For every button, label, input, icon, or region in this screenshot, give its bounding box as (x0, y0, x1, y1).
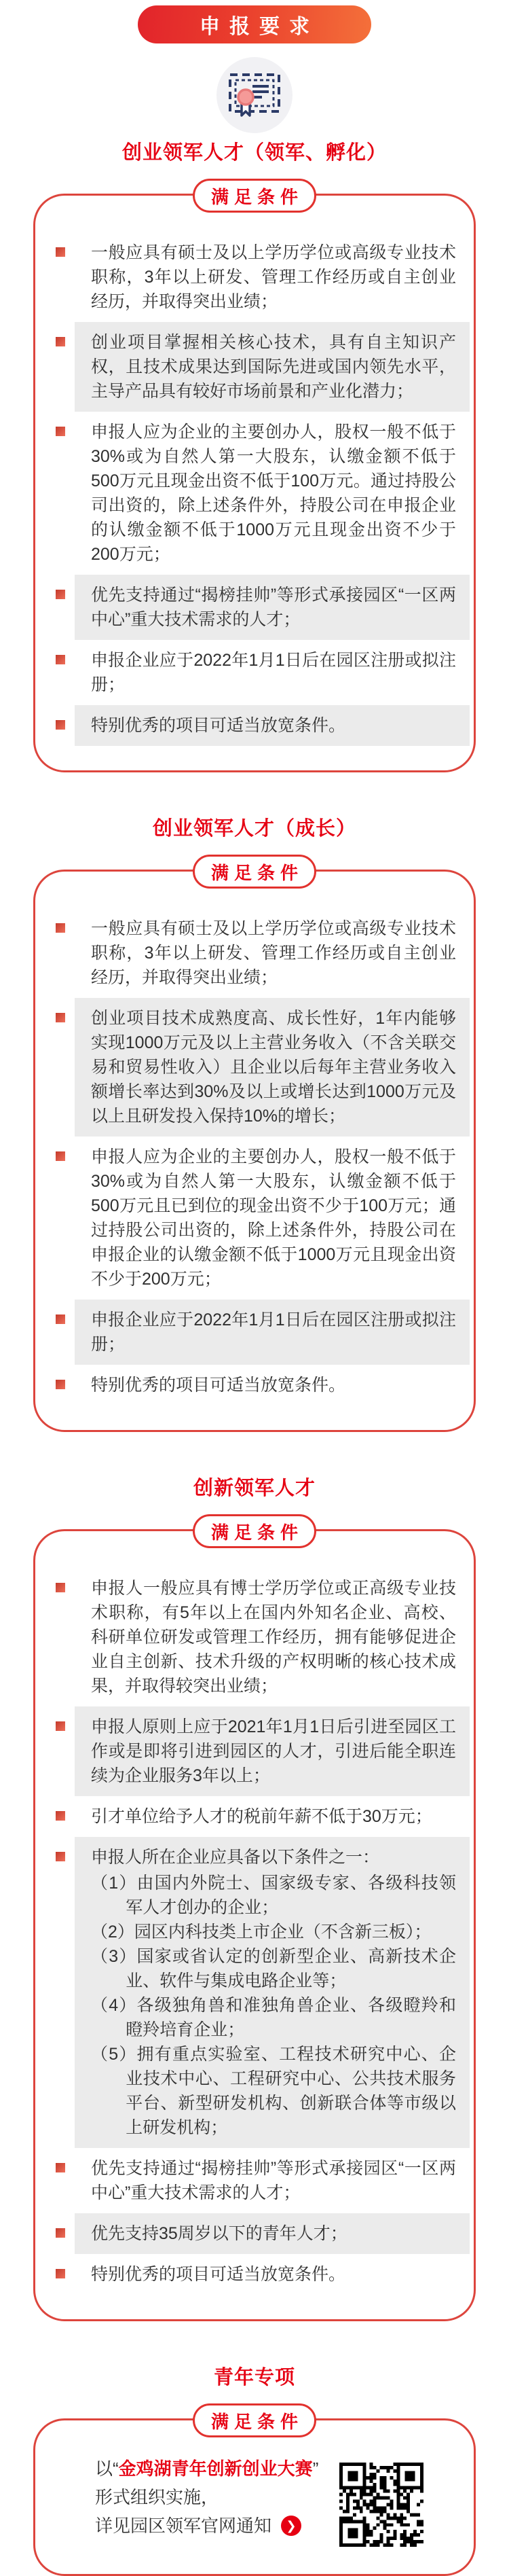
bullet-square-icon (56, 1380, 65, 1389)
bullet-square-icon (56, 1314, 65, 1324)
condition-item (75, 2148, 470, 2213)
condition-item (75, 1137, 470, 1300)
notice-text: 详见园区领军官网通知 (95, 2516, 272, 2536)
condition-text: 申报企业应于2022年1月1日后在园区注册或拟注册； (91, 651, 456, 694)
bullet-square-icon (56, 590, 65, 599)
bullet-square-icon (56, 1151, 65, 1161)
section-youth-special (0, 2362, 509, 2576)
condition-item (75, 1365, 470, 1406)
condition-item (75, 412, 470, 575)
bullet-square-icon (56, 427, 65, 436)
badge-met-conditions: 满足条件 (193, 855, 316, 889)
section-title: 创业领军人才（成长） (152, 818, 356, 840)
condition-text: 申报人所在企业应具备以下条件之一： （1）由国内外院士、国家级专家、各级科技领军人才创办的企业； （2）园区内科技类上市企业（不含新三板）； （3）国家或省认定的创新型企业、高新技术企业、软件与集成电路企业等； （4）各级独角兽和准独角兽企业、各级瞪羚和瞪羚培育企业； （5）拥有重点实验室、工程技术研究中心、企业技术中心、工程研究中心、公共技术服务平台、新型研发机构、创新联合体等市级以上研发机构； (91, 1845, 456, 2140)
badge-met-conditions: 满足条件 (193, 179, 316, 213)
bullet-square-icon (56, 1013, 65, 1022)
official-site-notice-link[interactable] (95, 2511, 318, 2540)
conditions-box (33, 1529, 476, 2321)
bullet-square-icon (56, 655, 65, 664)
bullet-square-icon (56, 2163, 65, 2172)
youth-box (33, 2418, 476, 2576)
sub-condition: （1）由国内外院士、国家级专家、各级科技领军人才创办的企业； (91, 1874, 456, 1917)
section-title: 青年专项 (213, 2367, 295, 2389)
sub-condition: （2）园区内科技类上市企业（不含新三板）； (91, 1922, 432, 1942)
condition-item (75, 1796, 470, 1837)
quote-close: ” (312, 2458, 319, 2479)
section-title: 创业领军人才（领军、孵化） (121, 142, 387, 164)
condition-text: 优先支持35周岁以下的青年人才； (91, 2224, 347, 2243)
condition-text: 创业项目掌握相关核心技术，具有自主知识产权，且技术成果达到国际先进或国内领先水平，主导产品具有较好市场前景和产业化潜力； (91, 333, 456, 401)
condition-item (75, 1300, 470, 1365)
youth-description (95, 2454, 318, 2540)
condition-text: 引才单位给予人才的税前年薪不低于30万元； (91, 1807, 432, 1826)
section-entrepreneur-leading (0, 137, 509, 772)
condition-text: 一般应具有硕士及以上学历学位或高级专业技术职称，3年以上研发、管理工作经历或自主创业经历，并取得突出业绩； (91, 243, 456, 311)
condition-text: 申报企业应于2022年1月1日后在园区注册或拟注册； (91, 1310, 456, 1354)
sub-condition: （5）拥有重点实验室、工程技术研究中心、企业技术中心、工程研究中心、公共技术服务平台、新型研发机构、创新联合体等市级以上研发机构； (91, 2045, 456, 2137)
condition-text: 特别优秀的项目可适当放宽条件。 (91, 1376, 346, 1395)
condition-text: 创业项目技术成熟度高、成长性好，1年内能够实现1000万元及以上主营业务收入（不含关联交易和贸易性收入）且企业以后每年主营业务收入额增长率达到30%及以上或增长达到1000万元及以上且研发投入保持10%的增长； (91, 1009, 456, 1126)
condition-text: 优先支持通过“揭榜挂帅”等形式承接园区“一区两中心”重大技术需求的人才； (91, 586, 456, 629)
condition-text: 特别优秀的项目可适当放宽条件。 (91, 2265, 346, 2284)
youth-line2: 形式组织实施， (95, 2487, 219, 2507)
condition-item (75, 705, 470, 746)
condition-text: 优先支持通过“揭榜挂帅”等形式承接园区“一区两中心”重大技术需求的人才； (91, 2159, 456, 2202)
condition-item (75, 575, 470, 640)
certificate-icon (216, 57, 293, 133)
badge-met-conditions: 满足条件 (193, 1514, 316, 1548)
condition-item (75, 1706, 470, 1796)
competition-name: 金鸡湖青年创新创业大赛 (118, 2458, 313, 2479)
condition-text: 申报人原则上应于2021年1月1日后引进至园区工作或是即将引进到园区的人才，引进后能全职连续为企业服务3年以上； (91, 1717, 456, 1785)
youth-line1 (95, 2454, 318, 2483)
section-innovation-leading (0, 1473, 509, 2321)
bullet-square-icon (56, 1721, 65, 1731)
condition-text: 申报人一般应具有博士学历学位或正高级专业技术职称，有5年以上在国内外知名企业、高校、科研单位研发或管理工作经历，拥有能够促进企业自主创新、技术升级的产权明晰的核心技术成果，并取得较突出业绩； (91, 1579, 456, 1696)
badge-met-conditions: 满足条件 (193, 2403, 316, 2437)
condition-item (75, 640, 470, 705)
condition-item (75, 908, 470, 998)
conditions-box (33, 870, 476, 1432)
bullet-square-icon (56, 1811, 65, 1821)
conditions-box (33, 194, 476, 772)
bullet-square-icon (56, 247, 65, 257)
condition-item (75, 1568, 470, 1706)
condition-item (75, 2254, 470, 2295)
condition-item (75, 2213, 470, 2254)
bullet-square-icon (56, 720, 65, 730)
bullet-square-icon (56, 2228, 65, 2238)
condition-text: 一般应具有硕士及以上学历学位或高级专业技术职称，3年以上研发、管理工作经历或自主创业经历，并取得突出业绩； (91, 919, 456, 987)
condition-item (75, 1837, 470, 2148)
sub-condition: （3）国家或省认定的创新型企业、高新技术企业、软件与集成电路企业等； (91, 1947, 456, 1990)
bullet-square-icon (56, 337, 65, 346)
page-title: 申报要求 (138, 5, 371, 43)
sub-condition: （4）各级独角兽和准独角兽企业、各级瞪羚和瞪羚培育企业； (91, 1996, 456, 2039)
chevron-right-icon: ❯ (281, 2516, 301, 2536)
condition-item (75, 998, 470, 1137)
section-entrepreneur-growth (0, 813, 509, 1432)
section-title: 创新领军人才 (193, 1478, 316, 1499)
quote-open: 以“ (95, 2458, 119, 2479)
bullet-square-icon (56, 2269, 65, 2278)
condition-text: 申报人应为企业的主要创办人，股权一般不低于30%或为自然人第一大股东，认缴金额不低于500万元且现金出资不低于100万元。通过持股公司出资的，除上述条件外，持股公司在申报企业的认缴金额不低于1000万元且现金出资不少于200万元； (91, 423, 456, 564)
condition-text: 申报人应为企业的主要创办人，股权一般不低于30%或为自然人第一大股东，认缴金额不低于500万元且已到位的现金出资不少于100万元；通过持股公司出资的，除上述条件外，持股公司在申报企业的认缴金额不低于1000万元且现金出资不少于200万元； (91, 1147, 456, 1289)
bullet-square-icon (56, 1583, 65, 1592)
condition-item (75, 232, 470, 322)
condition-item (75, 322, 470, 412)
condition-text: 特别优秀的项目可适当放宽条件。 (91, 716, 346, 735)
qr-code (339, 2463, 423, 2547)
bullet-square-icon (56, 1852, 65, 1861)
bullet-square-icon (56, 923, 65, 933)
